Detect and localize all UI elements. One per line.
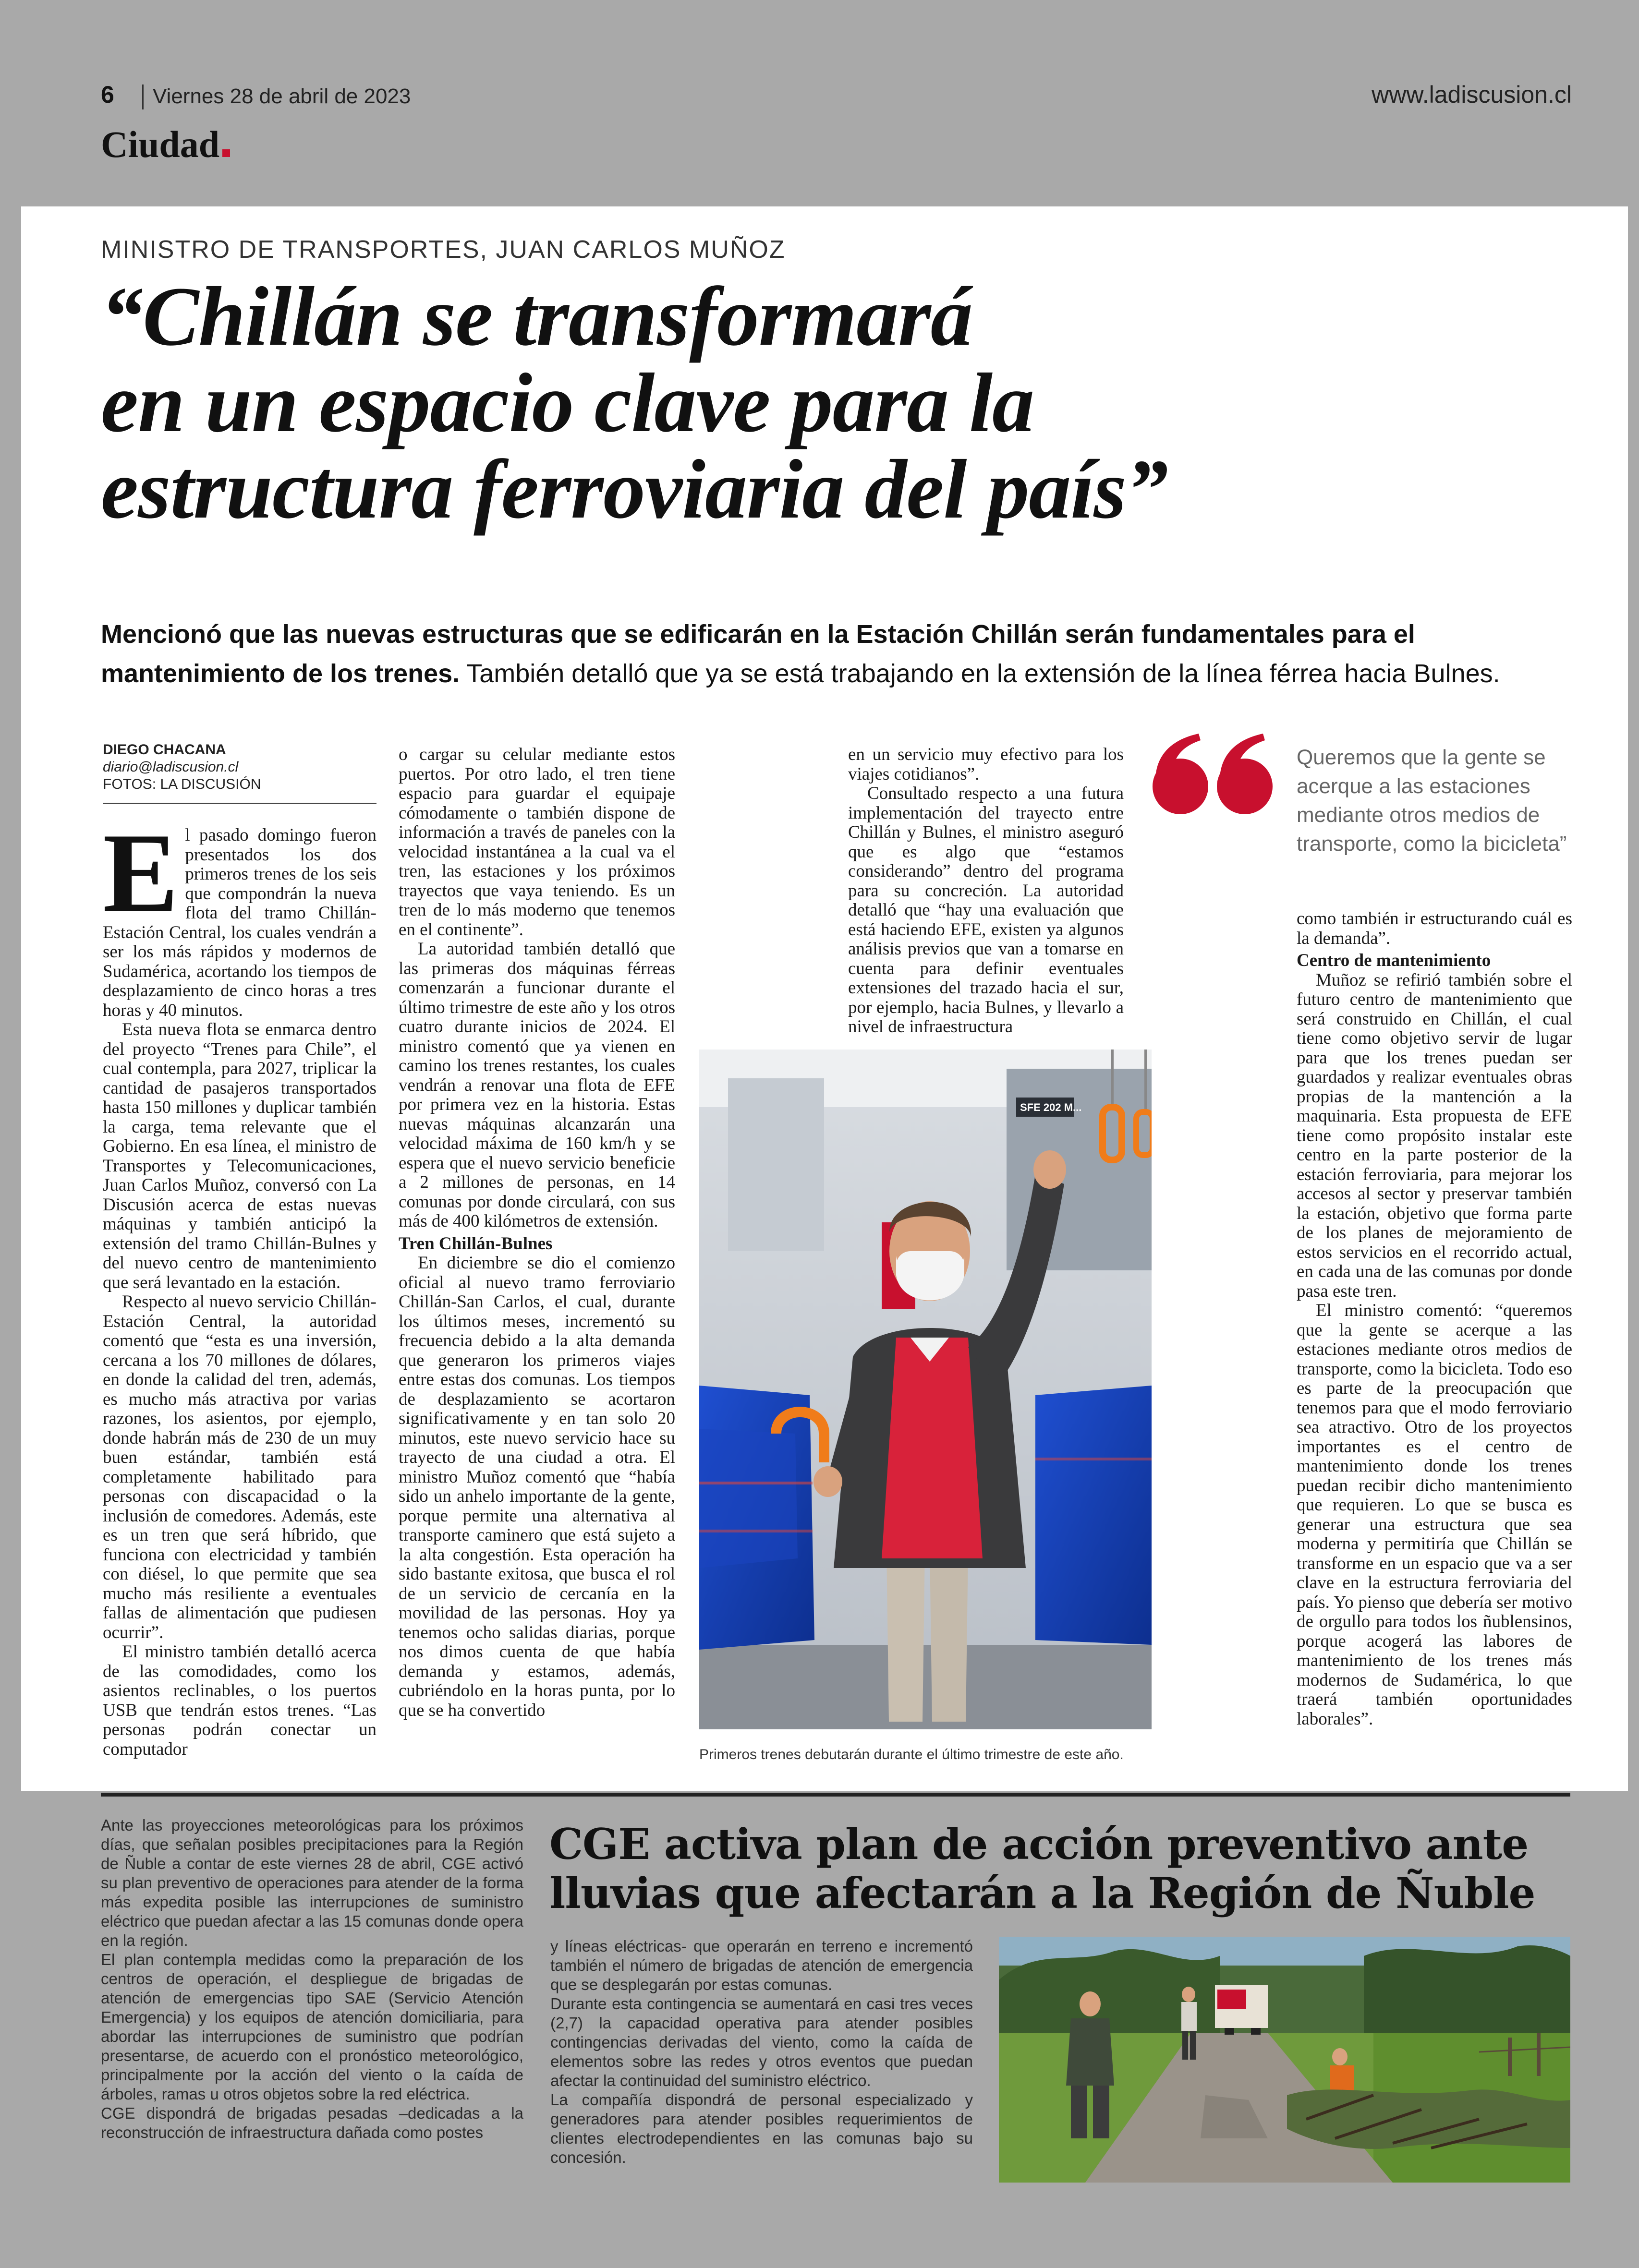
header-divider [142, 84, 144, 109]
paragraph: y líneas eléctricas- que operarán en terreno e incrementó también el número de brigadas de atención de emergencia que se desplegarán por estas comunas. [550, 1937, 973, 1993]
lede-rest: También detalló que ya se está trabajando en la extensión de la línea férrea hacia Bulnes. [460, 659, 1500, 688]
paragraph: El plan contempla medidas como la preparación de los centros de operación, el despliegue de brigadas de atención de emergencias tipo SAE (Servicio Atención Emergencia) y los equipos de atención domiciliaria, para abordar las interrupciones de suministro que podrían presentarse, de acuerdo con el pronóstico meteorológico, principalmente por la acción del viento o la caída de árboles, ramas u otros objetos sobre la red eléctrica. [101, 1951, 523, 2103]
byline-divider [103, 803, 376, 804]
bottom-photo [999, 1937, 1570, 2183]
headline-line: CGE activa plan de acción preventivo ante [549, 1819, 1529, 1869]
photo-credit: FOTOS: LA DISCUSIÓN [103, 776, 261, 792]
paragraph: En diciembre se dio el comienzo oficial al nuevo tramo ferroviario Chillán-San Carlos, el cual, durante los últimos meses, incrementó su frecuencia debido a la alta demanda que generaron los primeros viajes entre estas dos comunas. Los tiempos de desplazamiento se acortaron significativamente y en tan solo 20 minutos, este nuevo servicio hace su trayecto de una ciudad a otra. El ministro Muñoz comentó que “había sido un anhelo importante de la gente, porque permite una alternativa al transporte caminero que está sujeto a la alta congestión. Esta operación ha sido bastante exitosa, que busca el rol de un servicio de cercanía en la movilidad de las personas. Hoy ya tenemos ocho salidas diarias, porque nos dimos cuenta de que había demanda y estamos, además, cubriéndolo en la horas punta, por lo que se ha convertido [399, 1253, 675, 1720]
paragraph: Consultado respecto a una futura implementación del trayecto entre Chillán y Bulnes, el ministro aseguró que es algo que “estamos considerando” dentro del programa para su concreción. La autoridad detalló que “hay una evaluación que está haciendo EFE, existen ya algunos análisis previos que van a tomarse en cuenta para definir eventuales extensiones del trazado hacia el sur, por ejemplo, hacia Bulnes, y llevarlo a nivel de infraestructura [848, 784, 1124, 1037]
photo-caption: Primeros trenes debutarán durante el último trimestre de este año. [699, 1747, 1124, 1762]
byline [103, 741, 372, 793]
paragraph: La autoridad también detalló que las primeras dos máquinas férreas comenzarán a funcionar durante el último trimestre de este año y los otros cuatro durante inicios de 2024. El ministro comentó que ya vienen en camino los trenes restantes, los cuales vendrán a renovar una flota de EFE por primera vez en la historia. Estas nuevas máquinas alcanzarán una velocidad máxima de 160 km/h y se espera que el nuevo servicio beneficie a 2 millones de personas, en 14 comunas por donde circulará, con sus más de 400 kilómetros de extensión. [399, 939, 675, 1231]
lede-bold: mantenimiento de los trenes. [101, 659, 460, 688]
author-email[interactable]: diario@ladiscusion.cl [103, 759, 239, 775]
headline-line: lluvias que afectarán a la Región de Ñuble [549, 1868, 1535, 1918]
bottom-column-2 [550, 1937, 973, 2167]
bottom-headline [549, 1820, 1582, 1918]
section-title: Ciudad [101, 123, 220, 165]
headline-line: en un espacio clave para la [101, 356, 1034, 450]
article-column-2 [399, 745, 675, 1720]
article-headline [101, 270, 1590, 536]
main-photo [699, 1050, 1152, 1729]
paragraph: en un servicio muy efectivo para los viajes cotidianos”. [848, 745, 1124, 784]
paragraph: Esta nueva flota se enmarca dentro del proyecto “Trenes para Chile”, el cual contempla, para 2027, triplicar la cantidad de pasajeros transportados hasta 150 millones y duplicar también la carga, tema relevante que el Gobierno. En esa línea, el ministro de Transportes y Telecomunicaciones, Juan Carlos Muñoz, conversó con La Discusión acerca de estas nuevas máquinas y también anticipó la extensión del tramo Chillán-Bulnes y del nuevo centro de mantenimiento que será levantado en la estación. [103, 1020, 376, 1292]
paragraph: La compañía dispondrá de personal especializado y generadores para atender posibles requerimientos de clientes electrodependientes en las comunas bajo su concesión. [550, 2091, 973, 2166]
article-column-1 [103, 810, 376, 1759]
article-column-3 [848, 745, 1124, 1037]
section-label [101, 123, 230, 166]
svg-text:SFE 202 M...: SFE 202 M... [1020, 1101, 1082, 1113]
headline-line: estructura ferroviaria del país” [101, 443, 1168, 536]
subheading-centro-mantenimiento: Centro de mantenimiento [1297, 951, 1491, 970]
paragraph: CGE dispondrá de brigadas pesadas –dedicadas a la reconstrucción de infraestructura dañada como postes [101, 2104, 523, 2141]
lede-bold: Mencionó que las nuevas estructuras que se edificarán en la Estación Chillán serán fundamentales para el [101, 620, 1415, 649]
page-number: 6 [101, 81, 114, 108]
section-divider [101, 1793, 1570, 1797]
paragraph: El ministro comentó: “queremos que la gente se acerque a las estaciones mediante otros medios de transporte, como la bicicleta. Todo eso es parte de la preocupación que tenemos para que el modo ferroviario sea atractivo. Otro de los proyectos importantes es el centro de mantenimiento donde los trenes puedan recibir dicho mantenimiento que requieren. Lo que se busca es generar una estructura que sea moderna y permitiría que Chillán se transforme en un espacio que va a ser clave en la estructura ferroviaria del país. Yo pienso que debería ser motivo de orgullo para todos los ñublensinos, porque acogerá las labores de mantenimiento de los trenes más modernos de Sudamérica, lo que traerá también oportunidades laborales”. [1297, 1301, 1572, 1729]
site-url[interactable]: www.ladiscusion.cl [1372, 81, 1572, 108]
headline-line: “Chillán se transformará [101, 270, 972, 363]
author-name: DIEGO CHACANA [103, 742, 226, 758]
quote-mark-icon [1149, 730, 1279, 816]
paragraph: El ministro también detalló acerca de las comodidades, como los asientos reclinables, o los puertos USB que tendrán estos trenes. “Las personas podrán conectar un computador [103, 1642, 376, 1759]
paragraph: El pasado domingo fueron presentados los dos primeros trenes de los seis que compondrán la nueva flota del tramo Chillán-Estación Central, los cuales vendrán a ser los más rápidos y modernos de Sudamérica, acortando los tiempos de desplazamiento de cinco horas a tres horas y 40 minutos. [103, 810, 376, 1020]
paragraph: Ante las proyecciones meteorológicas para los próximos días, que señalan posibles precipitaciones para la Región de Ñuble a contar de este viernes 28 de abril, CGE activó su plan preventivo de operaciones para atender de la forma más expedita posible las interrupciones de suministro eléctrico que puedan afectar a las 15 comunas donde opera en la región. [101, 1816, 523, 1949]
pull-quote: Queremos que la gente se acerque a las estaciones mediante otros medios de transporte, como la bicicleta” [1297, 746, 1567, 856]
paragraph: Respecto al nuevo servicio Chillán-Estación Central, la autoridad comentó que “esta es una inversión, cercana a los 70 millones de dólares, en donde la calidad del tren, además, es mucho más atractiva por varias razones, los asientos, por ejemplo, donde habrán más de 230 de un muy buen estándar, también está completamente habilitado para personas con discapacidad o la inclusión de comedores. Además, este es un tren que será híbrido, que funciona con electricidad y también con diésel, lo que permite que sea mucho más resiliente a eventuales fallas de alimentación que pudiesen ocurrir”. [103, 1292, 376, 1642]
subheading-tren-chillan-bulnes: Tren Chillán-Bulnes [399, 1233, 553, 1254]
section-dot-icon [222, 149, 230, 157]
drop-cap: E [103, 810, 179, 936]
article-column-4 [1297, 909, 1572, 1729]
bottom-column-1 [101, 1816, 523, 2142]
article-lede [101, 615, 1542, 693]
paragraph: como también ir estructurando cuál es la demanda”. [1297, 909, 1572, 948]
paragraph: Muñoz se refirió también sobre el futuro centro de mantenimiento que será construido en Chillán, el cual tiene como objetivo servir de lugar para que los trenes puedan ser guardados y realizar eventuales obras propias de la mantención a la maquinaria. Esta propuesta de EFE tiene como propósito instalar este centro en la parte posterior de la estación ferroviaria, para mejorar los accesos al sector y preservar también la estación, objetivo que forma parte de los planes de mejoramiento de estos servicios en el recorrido actual, en cada una de las comunas por donde pasa este tren. [1297, 970, 1572, 1301]
issue-date: Viernes 28 de abril de 2023 [153, 84, 411, 108]
paragraph: Durante esta contingencia se aumentará en casi tres veces (2,7) la capacidad operativa para atender posibles contingencias derivadas del viento, como la caída de elementos sobre las redes y otros eventos que puedan afectar la continuidad del suministro eléctrico. [550, 1995, 973, 2089]
paragraph: o cargar su celular mediante estos puertos. Por otro lado, el tren tiene espacio para guardar el equipaje cómodamente o también dispone de información a través de paneles con la velocidad instantánea a la cual va el tren, las estaciones y los próximos trayectos que vaya teniendo. Es un tren de lo más moderno que tenemos en el continente”. [399, 745, 675, 940]
article-kicker: MINISTRO DE TRANSPORTES, JUAN CARLOS MUÑOZ [101, 236, 786, 264]
